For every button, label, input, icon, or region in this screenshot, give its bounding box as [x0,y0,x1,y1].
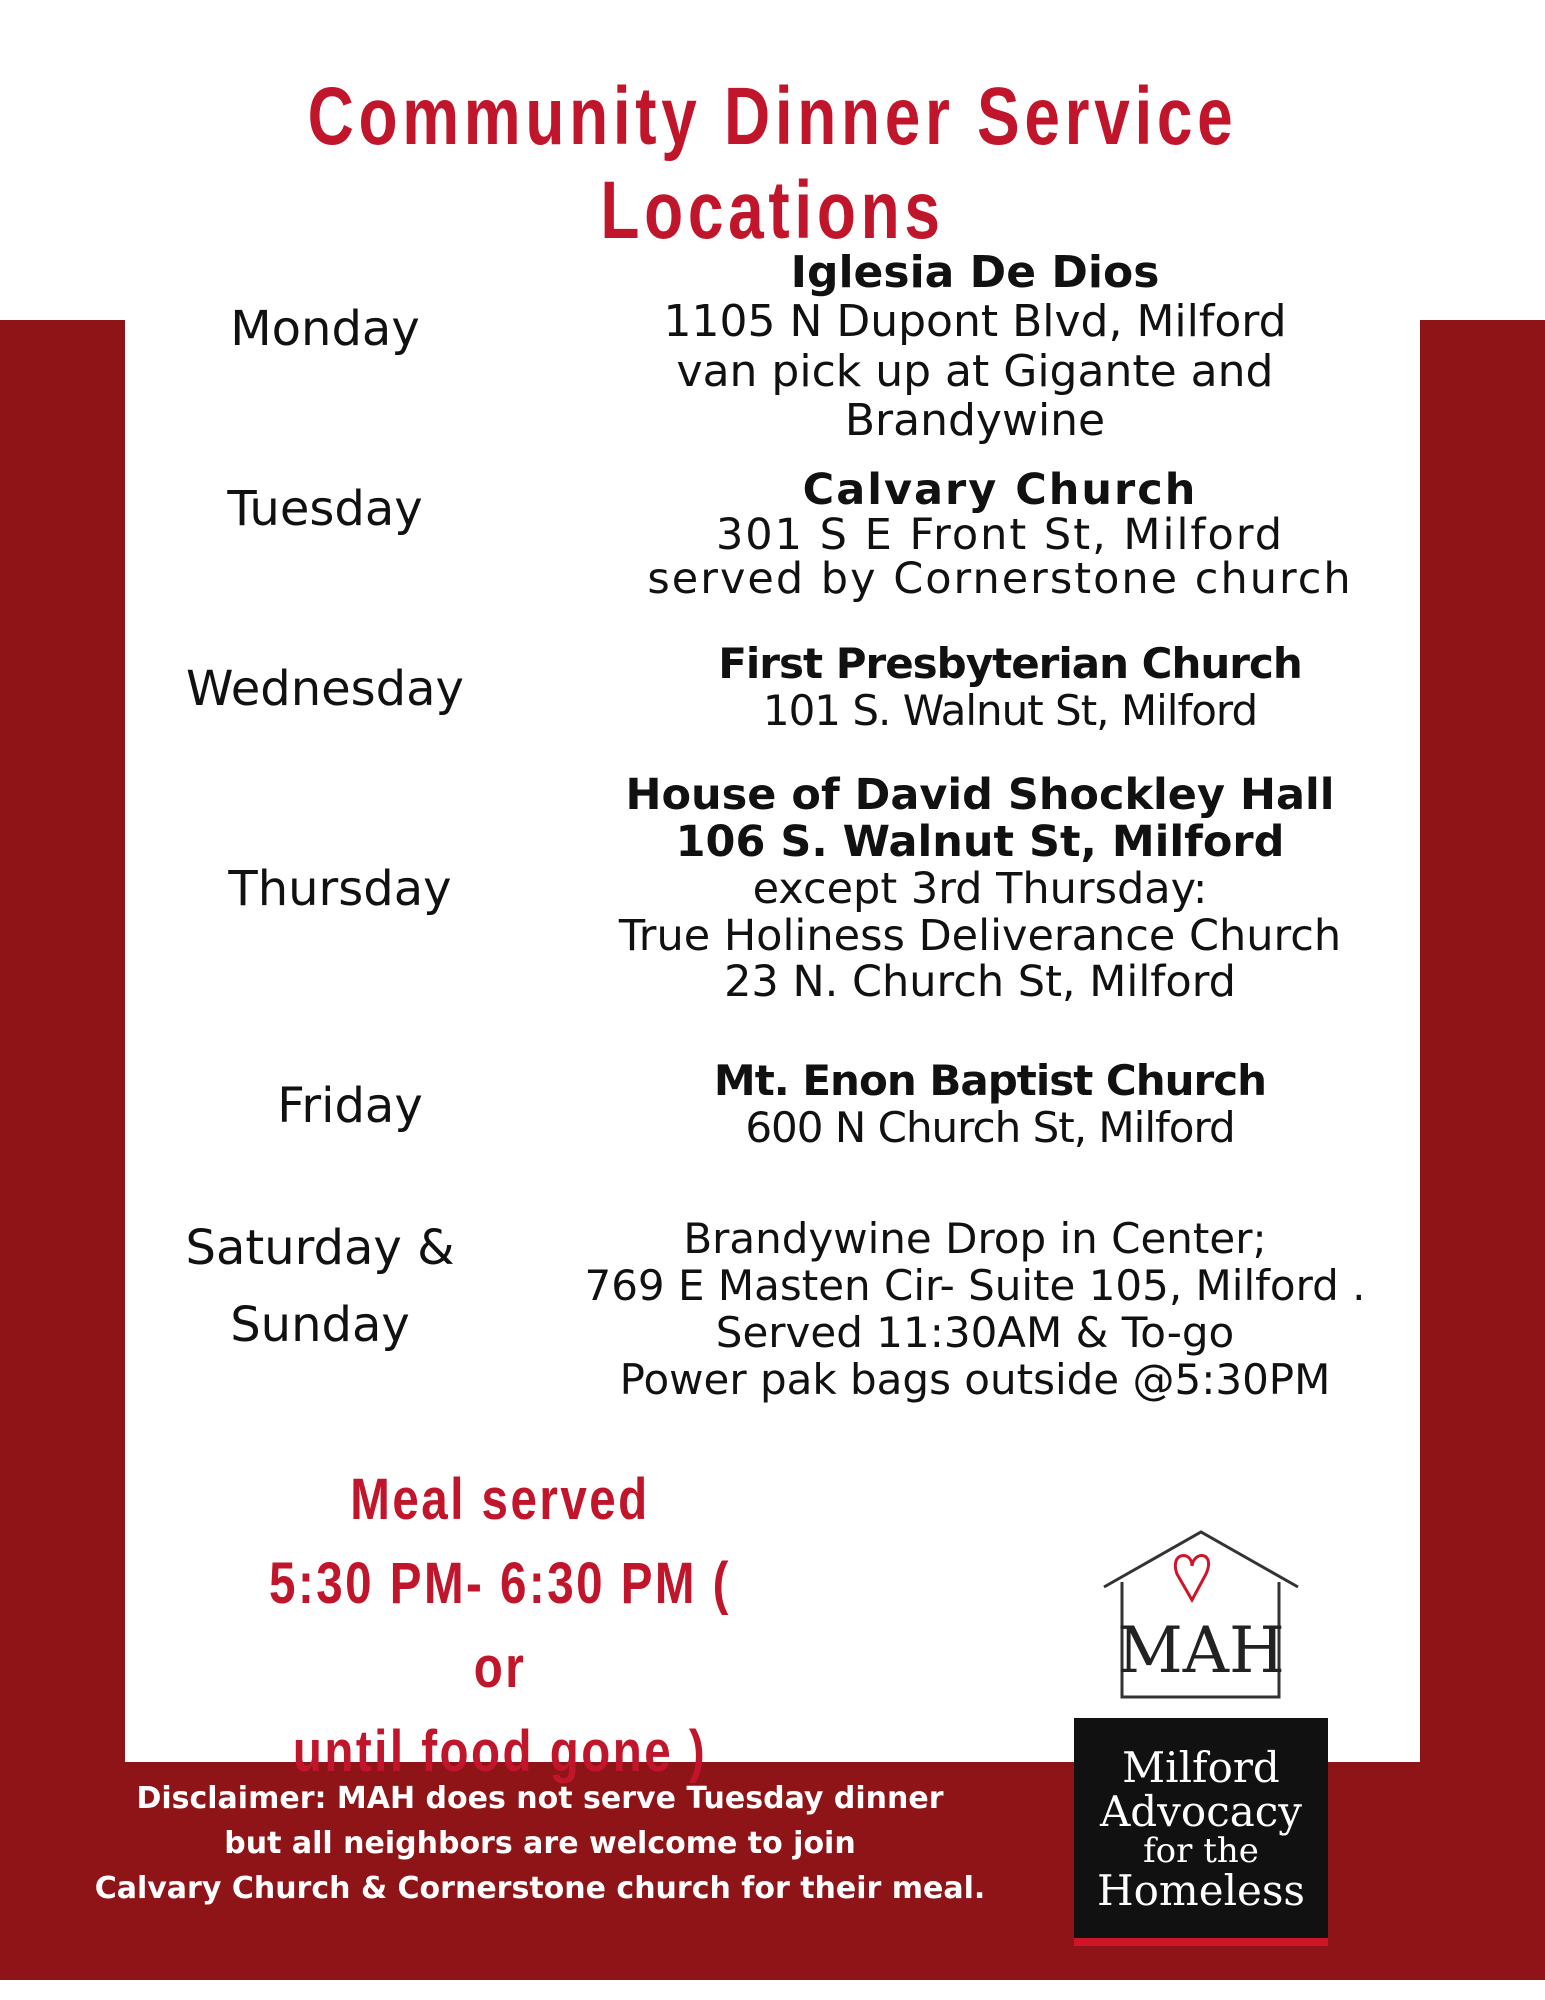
location-friday [600,1057,1380,1151]
day-sunday: Sunday [230,1296,410,1353]
day-wednesday: Wednesday [186,661,464,717]
location-alt-name: True Holiness Deliverance Church [618,910,1342,961]
meal-line: until food gone ) [292,1719,708,1785]
location-address: 106 S. Walnut St, Milford [675,816,1285,867]
right-red-band [1420,320,1545,1980]
location-weekend [540,1215,1410,1403]
location-address: 600 N Church St, Milford [745,1103,1235,1153]
location-name: Brandywine Drop in Center; [683,1214,1267,1263]
location-address: 301 S E Front St, Milford [715,509,1285,560]
location-address: 769 E Masten Cir- Suite 105, Milford . [584,1261,1366,1311]
location-alt-address: 23 N. Church St, Milford [724,957,1236,1008]
disclaimer-line: but all neighbors are welcome to join [224,1826,856,1861]
location-wednesday [630,640,1390,734]
location-thursday [560,772,1400,1006]
location-name: First Presbyterian Church [718,639,1302,688]
location-note: van pick up at Gigante and [676,345,1274,397]
day-tuesday: Tuesday [227,481,423,537]
logo-line: for the [1143,1831,1259,1872]
location-name: Iglesia De Dios [790,247,1160,298]
location-note: Served 11:30AM & To-go [715,1308,1235,1358]
location-note: Brandywine [844,394,1106,446]
day-weekend [150,1210,490,1364]
logo-red-bar [1074,1938,1328,1946]
meal-line: Meal served [350,1467,650,1532]
location-address: 101 S. Walnut St, Milford [762,686,1258,736]
day-monday: Monday [230,301,420,357]
logo-line: Advocacy [1099,1787,1303,1837]
location-tuesday [590,465,1410,605]
meal-time [246,1458,754,1794]
day-friday: Friday [277,1078,423,1134]
location-name: House of David Shockley Hall [625,770,1335,820]
location-note: served by Cornerstone church [647,554,1353,605]
house-heart-icon [1074,1522,1328,1718]
location-note: Power pak bags outside @5:30PM [619,1355,1331,1405]
page-title: Community Dinner Service Locations [307,71,1238,256]
logo-house-panel [1074,1522,1328,1718]
logo-line: Milford [1122,1743,1280,1792]
location-note: except 3rd Thursday: [752,863,1208,914]
disclaimer-line: Disclaimer: MAH does not serve Tuesday dinner [136,1781,944,1816]
location-address: 1105 N Dupont Blvd, Milford [663,296,1287,348]
mah-logo [1074,1522,1328,1946]
meal-line: 5:30 PM- 6:30 PM ( or [269,1551,731,1701]
logo-acronym: MAH [1117,1614,1285,1688]
location-name: Mt. Enon Baptist Church [713,1056,1267,1105]
disclaimer-line: Calvary Church & Cornerstone church for their meal. [94,1871,986,1906]
logo-name-panel [1074,1718,1328,1938]
left-red-band [0,320,125,1980]
day-thursday: Thursday [228,861,452,917]
location-monday [580,248,1370,445]
day-saturday: Saturday & [185,1220,455,1276]
logo-line: Homeless [1097,1866,1305,1916]
location-name: Calvary Church [802,465,1198,515]
disclaimer [60,1776,1020,1911]
